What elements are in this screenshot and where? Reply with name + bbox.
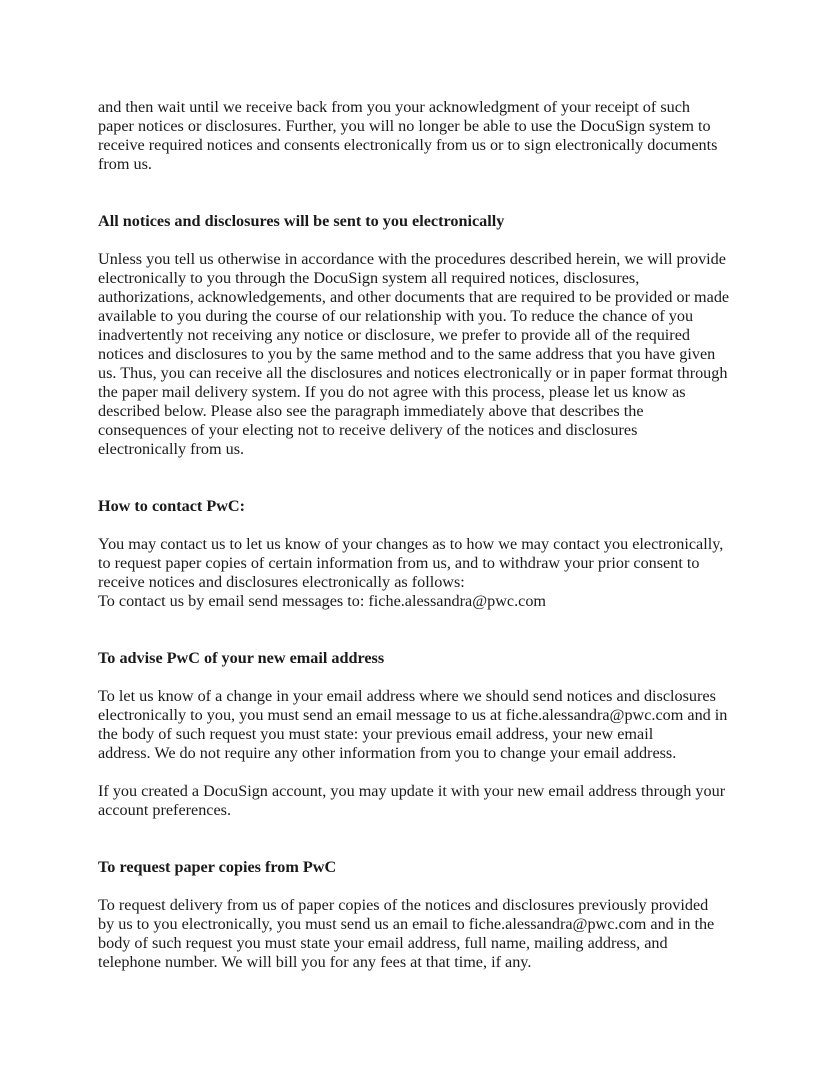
section-heading-paper-copies: To request paper copies from PwC xyxy=(98,858,337,876)
spacer xyxy=(98,820,748,858)
paragraph-line: the paper mail delivery system. If you do not agree with this process, please let us know as xyxy=(98,383,686,401)
paragraph-line: To let us know of a change in your email address where we should send notices and disclosures xyxy=(98,687,716,705)
section-heading-new-email: To advise PwC of your new email address xyxy=(98,649,385,667)
paragraph-line: the body of such request you must state: your previous email address, your new email xyxy=(98,725,654,743)
paragraph-line: body of such request you must state your email address, full name, mailing address, and xyxy=(98,934,668,952)
paper-copies-paragraph xyxy=(98,896,748,972)
docusign-account-paragraph xyxy=(98,782,748,820)
section-heading-electronic: All notices and disclosures will be sent to you electronically xyxy=(98,212,505,230)
paragraph-line: To request delivery from us of paper copies of the notices and disclosures previously provided xyxy=(98,896,709,914)
paragraph-line: by us to you electronically, you must send us an email to fiche.alessandra@pwc.com and in the xyxy=(98,915,715,933)
spacer xyxy=(98,516,748,535)
paragraph-line: If you created a DocuSign account, you may update it with your new email address through your xyxy=(98,782,726,800)
spacer xyxy=(98,668,748,687)
spacer xyxy=(98,231,748,250)
contact-email-line: To contact us by email send messages to: fiche.alessandra@pwc.com xyxy=(98,592,547,610)
spacer xyxy=(98,611,748,649)
paragraph-line: us. Thus, you can receive all the disclosures and notices electronically or in paper format through xyxy=(98,364,728,382)
paragraph-line: paper notices or disclosures. Further, you will no longer be able to use the DocuSign system to xyxy=(98,117,711,135)
paragraph-line: inadvertently not receiving any notice or disclosure, we prefer to provide all of the required xyxy=(98,326,690,344)
paragraph-line: from us. xyxy=(98,155,152,173)
paragraph-line: available to you during the course of our relationship with you. To reduce the chance of you xyxy=(98,307,694,325)
paragraph-line: electronically to you, you must send an email message to us at fiche.alessandra@pwc.com and in xyxy=(98,706,728,724)
paragraph-line: You may contact us to let us know of your changes as to how we may contact you electronically, xyxy=(98,535,724,553)
section-heading-contact: How to contact PwC: xyxy=(98,497,245,515)
paragraph-line: and then wait until we receive back from you your acknowledgment of your receipt of such xyxy=(98,98,690,116)
paragraph-line: consequences of your electing not to receive delivery of the notices and disclosures xyxy=(98,421,638,439)
paragraph-line: to request paper copies of certain information from us, and to withdraw your prior consent to xyxy=(98,554,700,572)
electronic-paragraph xyxy=(98,250,748,459)
paragraph-line: account preferences. xyxy=(98,801,232,819)
document-body xyxy=(98,98,748,972)
paragraph-line: telephone number. We will bill you for any fees at that time, if any. xyxy=(98,953,532,971)
paragraph-line: described below. Please also see the paragraph immediately above that describes the xyxy=(98,402,644,420)
contact-paragraph xyxy=(98,535,748,611)
spacer xyxy=(98,877,748,896)
paragraph-line: receive notices and disclosures electronically as follows: xyxy=(98,573,465,591)
paragraph-line: receive required notices and consents electronically from us or to sign electronically documents xyxy=(98,136,718,154)
paragraph-line: authorizations, acknowledgements, and other documents that are required to be provided or made xyxy=(98,288,730,306)
spacer xyxy=(98,174,748,212)
intro-paragraph xyxy=(98,98,748,174)
spacer xyxy=(98,763,748,782)
new-email-paragraph xyxy=(98,687,748,763)
paragraph-line: electronically to you through the DocuSign system all required notices, disclosures, xyxy=(98,269,640,287)
paragraph-line: address. We do not require any other information from you to change your email address. xyxy=(98,744,677,762)
paragraph-line: notices and disclosures to you by the same method and to the same address that you have given xyxy=(98,345,716,363)
paragraph-line: electronically from us. xyxy=(98,440,245,458)
spacer xyxy=(98,459,748,497)
paragraph-line: Unless you tell us otherwise in accordance with the procedures described herein, we will provide xyxy=(98,250,726,268)
